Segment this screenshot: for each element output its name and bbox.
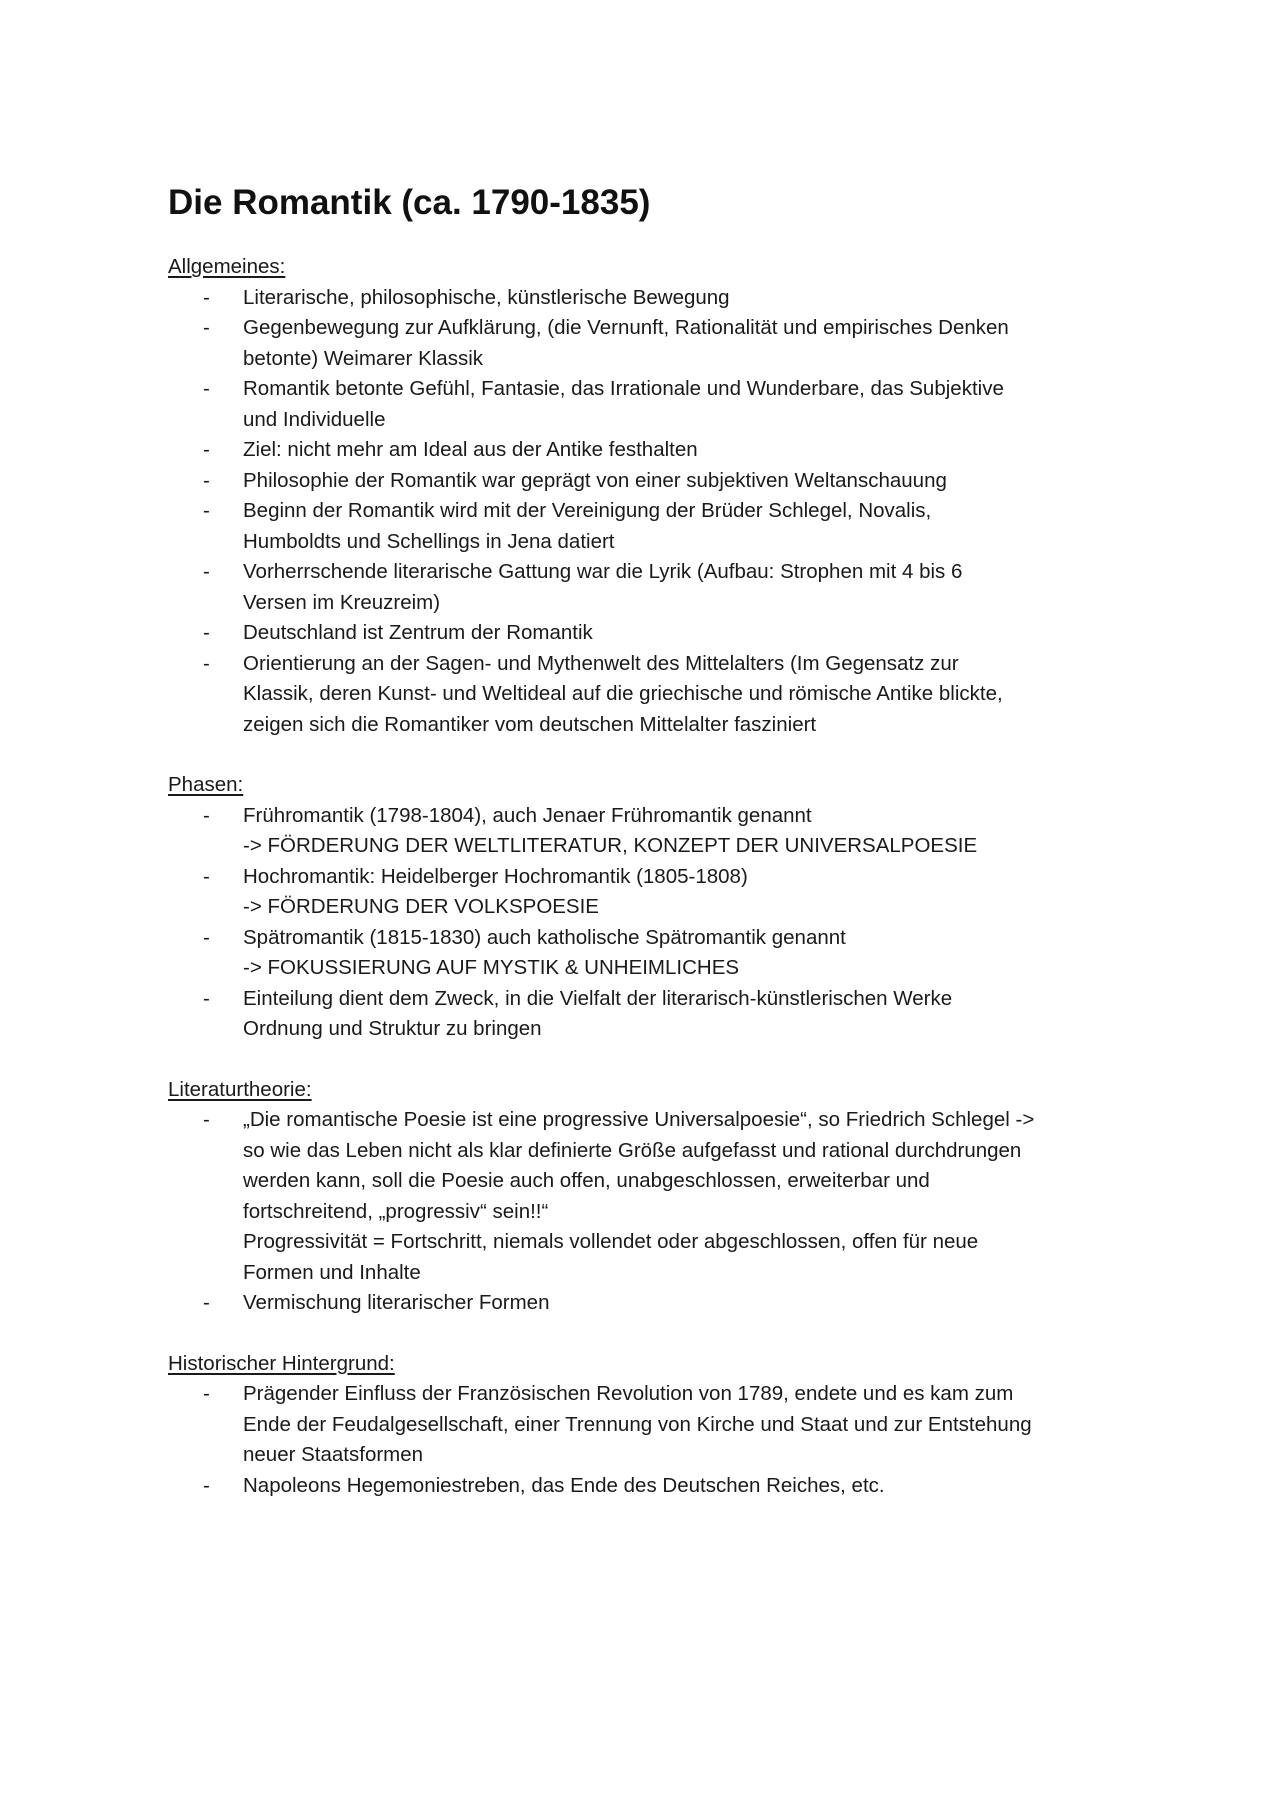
bullet-dash: - — [203, 1108, 210, 1131]
bullet-dash: - — [203, 621, 210, 644]
list-item-line: Spätromantik (1815-1830) auch katholische Spätromantik genannt — [243, 925, 846, 949]
list-item-line: Einteilung dient dem Zweck, in die Vielfalt der literarisch-künstlerischen Werke — [243, 986, 953, 1010]
bullet-dash: - — [203, 499, 210, 522]
list-item-line: so wie das Leben nicht als klar definierte Größe aufgefasst und rational durchdrungen — [243, 1138, 1022, 1162]
bullet-dash: - — [203, 1291, 210, 1314]
section — [168, 252, 1128, 740]
list-item-line: zeigen sich die Romantiker vom deutschen Mittelalter fasziniert — [243, 712, 817, 736]
list-item-line: -> FÖRDERUNG DER VOLKSPOESIE — [243, 895, 599, 918]
list-item-line: Versen im Kreuzreim) — [243, 590, 441, 614]
list-item-line: Vermischung literarischer Formen — [243, 1291, 550, 1314]
bullet-list — [168, 801, 1128, 1045]
bullet-dash: - — [203, 1382, 210, 1405]
list-item-line: Deutschland ist Zentrum der Romantik — [243, 621, 593, 644]
list-item-line: Romantik betonte Gefühl, Fantasie, das Irrationale und Wunderbare, das Subjektive — [243, 377, 1004, 400]
bullet-dash: - — [203, 285, 210, 309]
bullet-list — [168, 283, 1128, 741]
list-item-line: Frühromantik (1798-1804), auch Jenaer Frühromantik genannt — [243, 803, 812, 827]
bullet-dash: - — [203, 377, 210, 400]
list-item-line: Ordnung und Struktur zu bringen — [243, 1017, 542, 1040]
list-item-line: Philosophie der Romantik war geprägt von einer subjektiven Weltanschauung — [243, 468, 947, 492]
document-page — [168, 180, 1128, 1531]
sections-container — [168, 252, 1128, 1501]
list-item-line: neuer Staatsformen — [243, 1443, 424, 1466]
list-item-line: Prägender Einfluss der Französischen Revolution von 1789, endete und es kam zum — [243, 1382, 1014, 1405]
bullet-dash: - — [203, 864, 210, 888]
list-item — [168, 557, 1128, 618]
bullet-dash: - — [203, 925, 210, 949]
list-item — [168, 1105, 1128, 1288]
section — [168, 1075, 1128, 1319]
list-item — [168, 435, 1128, 466]
list-item — [168, 1288, 1128, 1319]
list-item — [168, 801, 1128, 862]
list-item-line: Ziel: nicht mehr am Ideal aus der Antike festhalten — [243, 438, 698, 461]
list-item — [168, 466, 1128, 497]
section-heading: Phasen: — [168, 773, 244, 796]
list-item-line: Formen und Inhalte — [243, 1260, 421, 1284]
list-item-line: Napoleons Hegemoniestreben, das Ende des Deutschen Reiches, etc. — [243, 1473, 885, 1497]
list-item-line: werden kann, soll die Poesie auch offen, unabgeschlossen, erweiterbar und — [243, 1169, 930, 1192]
section — [168, 1349, 1128, 1502]
list-item-line: Progressivität = Fortschritt, niemals vollendet oder abgeschlossen, offen für neue — [243, 1230, 979, 1253]
list-item-line: Ende der Feudalgesellschaft, einer Trennung von Kirche und Staat und zur Entstehung — [243, 1412, 1032, 1436]
list-item-line: Vorherrschende literarische Gattung war die Lyrik (Aufbau: Strophen mit 4 bis 6 — [243, 560, 963, 583]
list-item — [168, 313, 1128, 374]
section-heading: Historischer Hintergrund: — [168, 1351, 395, 1375]
bullet-dash: - — [203, 560, 210, 583]
list-item-line: -> FÖRDERUNG DER WELTLITERATUR, KONZEPT DER UNIVERSALPOESIE — [243, 834, 978, 857]
list-item-line: Hochromantik: Heidelberger Hochromantik (1805-1808) — [243, 864, 748, 888]
list-item-line: Literarische, philosophische, künstlerische Bewegung — [243, 285, 730, 309]
list-item-line: Humboldts und Schellings in Jena datiert — [243, 529, 615, 553]
bullet-list — [168, 1379, 1128, 1501]
bullet-dash: - — [203, 803, 210, 827]
list-item-line: Gegenbewegung zur Aufklärung, (die Vernunft, Rationalität und empirisches Denken — [243, 316, 1009, 339]
bullet-dash: - — [203, 651, 210, 675]
section-heading: Literaturtheorie: — [168, 1077, 312, 1101]
list-item — [168, 862, 1128, 923]
list-item-line: fortschreitend, „progressiv“ sein!!“ — [243, 1199, 549, 1223]
list-item-line: betonte) Weimarer Klassik — [243, 346, 484, 370]
bullet-dash: - — [203, 1473, 210, 1497]
list-item-line: Beginn der Romantik wird mit der Vereinigung der Brüder Schlegel, Novalis, — [243, 499, 932, 522]
bullet-dash: - — [203, 468, 210, 492]
page-title: Die Romantik (ca. 1790-1835) — [168, 183, 651, 222]
list-item — [168, 1471, 1128, 1502]
list-item — [168, 496, 1128, 557]
section — [168, 770, 1128, 1045]
list-item-line: Klassik, deren Kunst- und Weltideal auf die griechische und römische Antike blickte, — [243, 682, 1003, 705]
list-item — [168, 649, 1128, 741]
list-item — [168, 984, 1128, 1045]
list-item-line: Orientierung an der Sagen- und Mythenwelt des Mittelalters (Im Gegensatz zur — [243, 651, 959, 675]
bullet-dash: - — [203, 438, 210, 461]
list-item — [168, 1379, 1128, 1471]
list-item-line: „Die romantische Poesie ist eine progressive Universalpoesie“, so Friedrich Schlegel -> — [243, 1108, 1035, 1131]
section-heading: Allgemeines: — [168, 255, 286, 278]
bullet-dash: - — [203, 316, 210, 339]
list-item-line: und Individuelle — [243, 407, 386, 431]
bullet-list — [168, 1105, 1128, 1319]
list-item — [168, 374, 1128, 435]
bullet-dash: - — [203, 986, 210, 1010]
list-item — [168, 283, 1128, 314]
list-item — [168, 618, 1128, 649]
list-item-line: -> FOKUSSIERUNG AUF MYSTIK & UNHEIMLICHES — [243, 956, 740, 979]
list-item — [168, 923, 1128, 984]
